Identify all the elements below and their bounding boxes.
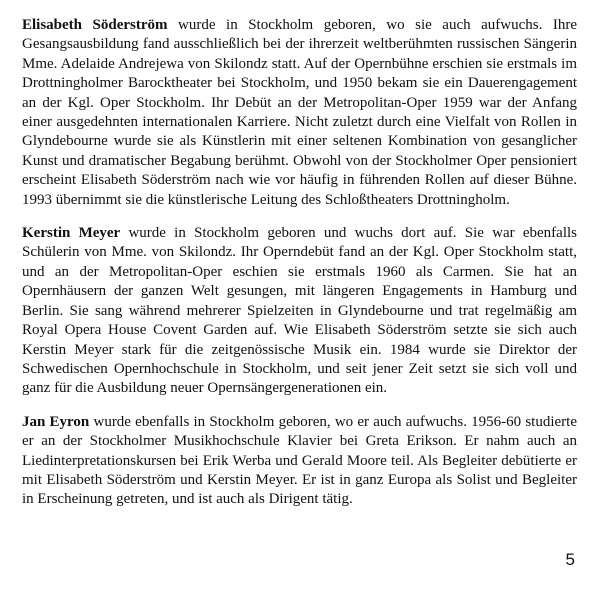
bio-text: wurde in Stockholm geboren, wo sie auch aufwuchs. Ihre Gesangsausbildung fand ausschließlich bei der ihrerzeit weltberühmten russischen Sängerin Mme. Adelaide Andrejewa von Skilondz statt. Auf der Opernbühne erschien sie erstmals im Drottningholmer Barocktheater bei Stockholm, und 1950 bekam sie ein Dauerengagement an der Kgl. Oper Stockholm. Ihr Debüt an der Metropolitan-Oper 1959 war der Anfang einer ausgedehnten internationalen Karriere. Nicht zuletzt durch eine Vielfalt von Rollen in Glyndebourne wurde sie als Künstlerin mit einer seltenen Kombination von gesanglicher Kunst und dramatischer Begabung berühmt. Obwohl von der Stockholmer Oper pensioniert erscheint Elisabeth Söderström nach wie vor häufig in führenden Rollen auf dieser Bühne. 1993 übernimmt sie die künstlerische Leitung des Schloßtheaters Drottningholm. (22, 17, 578, 208)
booklet-page (22, 16, 577, 524)
bio-paragraph-eyron (22, 413, 577, 510)
page-number: 5 (565, 550, 575, 569)
bio-text: wurde ebenfalls in Stockholm geboren, wo er auch aufwuchs. 1956-60 studierte er an der Stockholmer Musikhochschule Klavier bei Greta Erikson. Er nahm auch an Liedinterpretationskursen bei Erik Werba und Gerald Moore teil. Als Begleiter debütierte er mit Elisabeth Söderström und Kerstin Meyer. Er ist in ganz Europa als Solist und Begleiter in Erscheinung getreten, und ist auch als Dirigent tätig. (22, 413, 577, 508)
bio-paragraph-soderstrom (22, 16, 577, 210)
artist-name: Elisabeth Söderström (22, 17, 168, 33)
artist-name: Kerstin Meyer (22, 225, 121, 242)
artist-name: Jan Eyron (22, 413, 90, 430)
bio-text: wurde in Stockholm geboren und wuchs dort auf. Sie war ebenfalls Schülerin von Mme. von Skilondz. Ihr Operndebüt fand an der Kgl. Oper Stockholm statt, und an der Metropolitan-Oper eschien sie erstmals 1960 als Carmen. Sie hat an Opernhäusern der ganzen Welt gesungen, mit längeren Engagements in Hamburg und Berlin. Sie sang während mehrerer Spielzeiten in Glyndebourne und trat regelmäßig am Royal Opera House Covent Garden auf. Wie Elisabeth Söderström setzte sie sich auch Kerstin Meyer stark für die zeitgenössische Musik ein. 1984 wurde sie Direktor der Schwedischen Opernhochschule in Stockholm, und seit jener Zeit setzt sie sich voll und ganz für die Ausbildung neuer Opernsängergenerationen ein. (22, 225, 578, 397)
bio-paragraph-meyer (22, 224, 577, 399)
